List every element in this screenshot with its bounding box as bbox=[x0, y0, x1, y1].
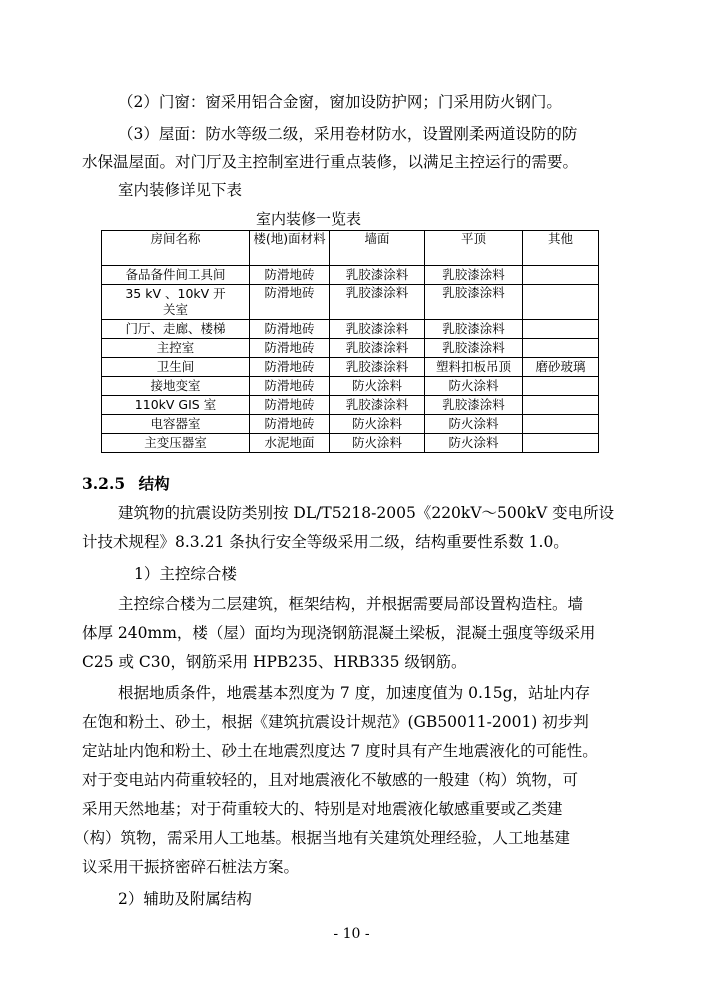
table-cell: 乳胶漆涂料 bbox=[330, 339, 425, 358]
table-cell: 防火涂料 bbox=[425, 377, 523, 396]
section-number: 3.2.5 bbox=[82, 474, 126, 493]
table-cell: 防火涂料 bbox=[425, 434, 523, 453]
table-caption: 室内装修一览表 bbox=[256, 210, 362, 228]
table-cell: 水泥地面 bbox=[250, 434, 330, 453]
table-cell bbox=[523, 339, 599, 358]
text-line: 在饱和粉土、砂土，根据《建筑抗震设计规范》(GB50011-2001) 初步判 bbox=[82, 713, 589, 731]
text-line: 议采用干振挤密碎石桩法方案。 bbox=[82, 858, 300, 876]
table-cell bbox=[523, 266, 599, 285]
text-line: 室内装修详见下表 bbox=[118, 181, 243, 199]
table-cell: 乳胶漆涂料 bbox=[330, 266, 425, 285]
table-row bbox=[102, 320, 599, 339]
table-row bbox=[102, 415, 599, 434]
table-cell: 110kV GIS 室 bbox=[102, 396, 250, 415]
table-row bbox=[102, 285, 599, 320]
table-row bbox=[102, 377, 599, 396]
text-line: 体厚 240mm，楼（屋）面均为现浇钢筋混凝土梁板，混凝土强度等级采用 bbox=[82, 624, 596, 642]
text-line: C25 或 C30，钢筋采用 HPB235、HRB335 级钢筋。 bbox=[82, 653, 467, 671]
text-line: 建筑物的抗震设防类别按 DL/T5218-2005《220kV～500kV 变电所设 bbox=[118, 504, 615, 522]
header-other: 其他 bbox=[523, 231, 599, 266]
text-line: （构）筑物，需采用人工地基。根据当地有关建筑处理经验，人工地基建 bbox=[74, 829, 571, 847]
table-cell: 主变压器室 bbox=[102, 434, 250, 453]
table-cell: 主控室 bbox=[102, 339, 250, 358]
text-line: 对于变电站内荷重较轻的，且对地震液化不敏感的一般建（构）筑物，可 bbox=[82, 771, 579, 789]
table-cell: 防滑地砖 bbox=[250, 339, 330, 358]
table-cell: 乳胶漆涂料 bbox=[425, 266, 523, 285]
table-cell: 乳胶漆涂料 bbox=[425, 320, 523, 339]
table-cell: 乳胶漆涂料 bbox=[425, 285, 523, 320]
table-cell: 塑料扣板吊顶 bbox=[425, 358, 523, 377]
table-cell bbox=[523, 285, 599, 320]
table-cell: 备品备件间工具间 bbox=[102, 266, 250, 285]
section-heading bbox=[82, 472, 170, 494]
table-cell: 电容器室 bbox=[102, 415, 250, 434]
section-title: 结构 bbox=[138, 474, 170, 493]
table-row bbox=[102, 434, 599, 453]
table-cell: 接地变室 bbox=[102, 377, 250, 396]
table-cell: 乳胶漆涂料 bbox=[330, 358, 425, 377]
table-cell: 门厅、走廊、楼梯 bbox=[102, 320, 250, 339]
header-floor: 楼(地)面材料 bbox=[250, 231, 330, 266]
table-cell: 防滑地砖 bbox=[250, 415, 330, 434]
table-cell: 防滑地砖 bbox=[250, 285, 330, 320]
table-cell: 防滑地砖 bbox=[250, 266, 330, 285]
table-cell: 卫生间 bbox=[102, 358, 250, 377]
table-cell: 乳胶漆涂料 bbox=[330, 396, 425, 415]
table-cell: 防火涂料 bbox=[425, 415, 523, 434]
table-cell bbox=[523, 396, 599, 415]
table-cell: 防滑地砖 bbox=[250, 396, 330, 415]
page-number: - 10 - bbox=[333, 926, 370, 942]
table-cell: 防滑地砖 bbox=[250, 320, 330, 339]
table-cell: 防火涂料 bbox=[330, 377, 425, 396]
text-line: 2）辅助及附属结构 bbox=[118, 890, 252, 908]
table-cell: 防滑地砖 bbox=[250, 377, 330, 396]
table-cell: 35 kV 、10kV 开关室 bbox=[102, 285, 250, 320]
table-cell: 磨砂玻璃 bbox=[523, 358, 599, 377]
text-line: 主控综合楼为二层建筑，框架结构，并根据需要局部设置构造柱。墙 bbox=[118, 595, 584, 613]
table-row bbox=[102, 396, 599, 415]
table-row bbox=[102, 339, 599, 358]
table-cell: 乳胶漆涂料 bbox=[425, 339, 523, 358]
text-line: 1）主控综合楼 bbox=[134, 565, 237, 583]
table-cell bbox=[523, 415, 599, 434]
table-cell: 防滑地砖 bbox=[250, 358, 330, 377]
table-cell bbox=[523, 377, 599, 396]
table-cell: 防火涂料 bbox=[330, 415, 425, 434]
table-cell: 乳胶漆涂料 bbox=[330, 320, 425, 339]
text-line: 采用天然地基；对于荷重较大的、特别是对地震液化敏感重要或乙类建 bbox=[82, 800, 563, 818]
text-line: 水保温屋面。对门厅及主控制室进行重点装修，以满足主控运行的需要。 bbox=[82, 153, 579, 171]
text-line: 计技术规程》8.3.21 条执行安全等级采用二级，结构重要性系数 1.0。 bbox=[82, 533, 569, 551]
table-cell bbox=[523, 434, 599, 453]
table-header-row bbox=[102, 231, 599, 266]
table-row bbox=[102, 358, 599, 377]
table-cell: 乳胶漆涂料 bbox=[425, 396, 523, 415]
table-cell: 防火涂料 bbox=[330, 434, 425, 453]
table-cell bbox=[523, 320, 599, 339]
header-ceiling: 平顶 bbox=[425, 231, 523, 266]
header-wall: 墙面 bbox=[330, 231, 425, 266]
table-row bbox=[102, 266, 599, 285]
text-line: （3）屋面：防水等级二级，采用卷材防水，设置刚柔两道设防的防 bbox=[118, 125, 578, 143]
text-line: 根据地质条件，地震基本烈度为 7 度，加速度值为 0.15g，站址内存 bbox=[118, 684, 591, 702]
header-room: 房间名称 bbox=[102, 231, 250, 266]
table-cell: 乳胶漆涂料 bbox=[330, 285, 425, 320]
text-line: 定站址内饱和粉土、砂土在地震烈度达 7 度时具有产生地震液化的可能性。 bbox=[82, 742, 598, 760]
text-line: （2）门窗：窗采用铝合金窗，窗加设防护网；门采用防火钢门。 bbox=[118, 93, 562, 111]
decoration-table bbox=[101, 230, 599, 453]
